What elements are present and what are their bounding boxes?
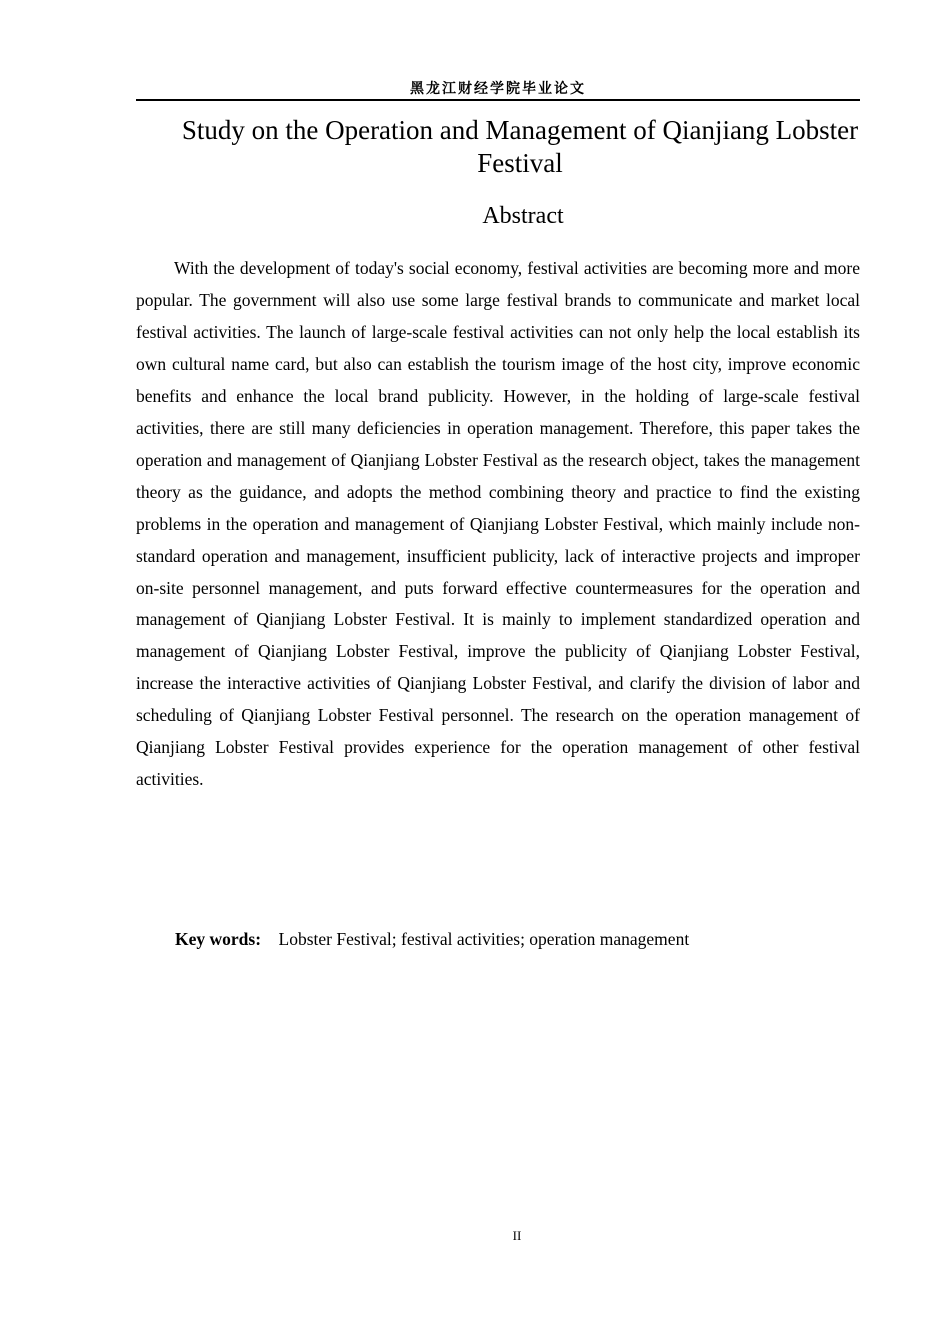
page-number: II bbox=[512, 1228, 522, 1243]
paper-title: Study on the Operation and Management of Qianjiang Lobster Festival bbox=[181, 115, 859, 178]
keywords-label: Key words: bbox=[175, 929, 262, 949]
abstract-paragraph: With the development of today's social economy, festival activities are becoming more and more popular. The government will also use some large festival brands to communicate and market local festival activities. The launch of large-scale festival activities can not only help the local establish its own cultural name card, but also can establish the tourism image of the host city, improve economic benefits and enhance the local brand publicity. However, in the holding of large-scale festival activities, there are still many deficiencies in operation management. Therefore, this paper takes the operation and management of Qianjiang Lobster Festival as the research object, takes the management theory as the guidance, and adopts the method combining theory and practice to find the existing problems in the operation and management of Qianjiang Lobster Festival, which mainly include non-standard operation and management, insufficient publicity, lack of interactive projects and improper on-site personnel management, and puts forward effective countermeasures for the operation and management of Qianjiang Lobster Festival. It is mainly to implement standardized operation and management of Qianjiang Lobster Festival, improve the publicity of Qianjiang Lobster Festival, increase the interactive activities of Qianjiang Lobster Festival, and clarify the division of labor and scheduling of Qianjiang Lobster Festival personnel. The research on the operation management of Qianjiang Lobster Festival provides experience for the operation management of other festival activities. bbox=[136, 258, 860, 790]
keywords-spacer bbox=[265, 929, 274, 949]
header-divider bbox=[136, 99, 860, 101]
running-header: 黑龙江财经学院毕业论文 bbox=[410, 81, 586, 97]
keywords-value: Lobster Festival; festival activities; operation management bbox=[278, 929, 690, 949]
abstract-heading: Abstract bbox=[482, 203, 564, 229]
keywords-line bbox=[175, 925, 865, 953]
